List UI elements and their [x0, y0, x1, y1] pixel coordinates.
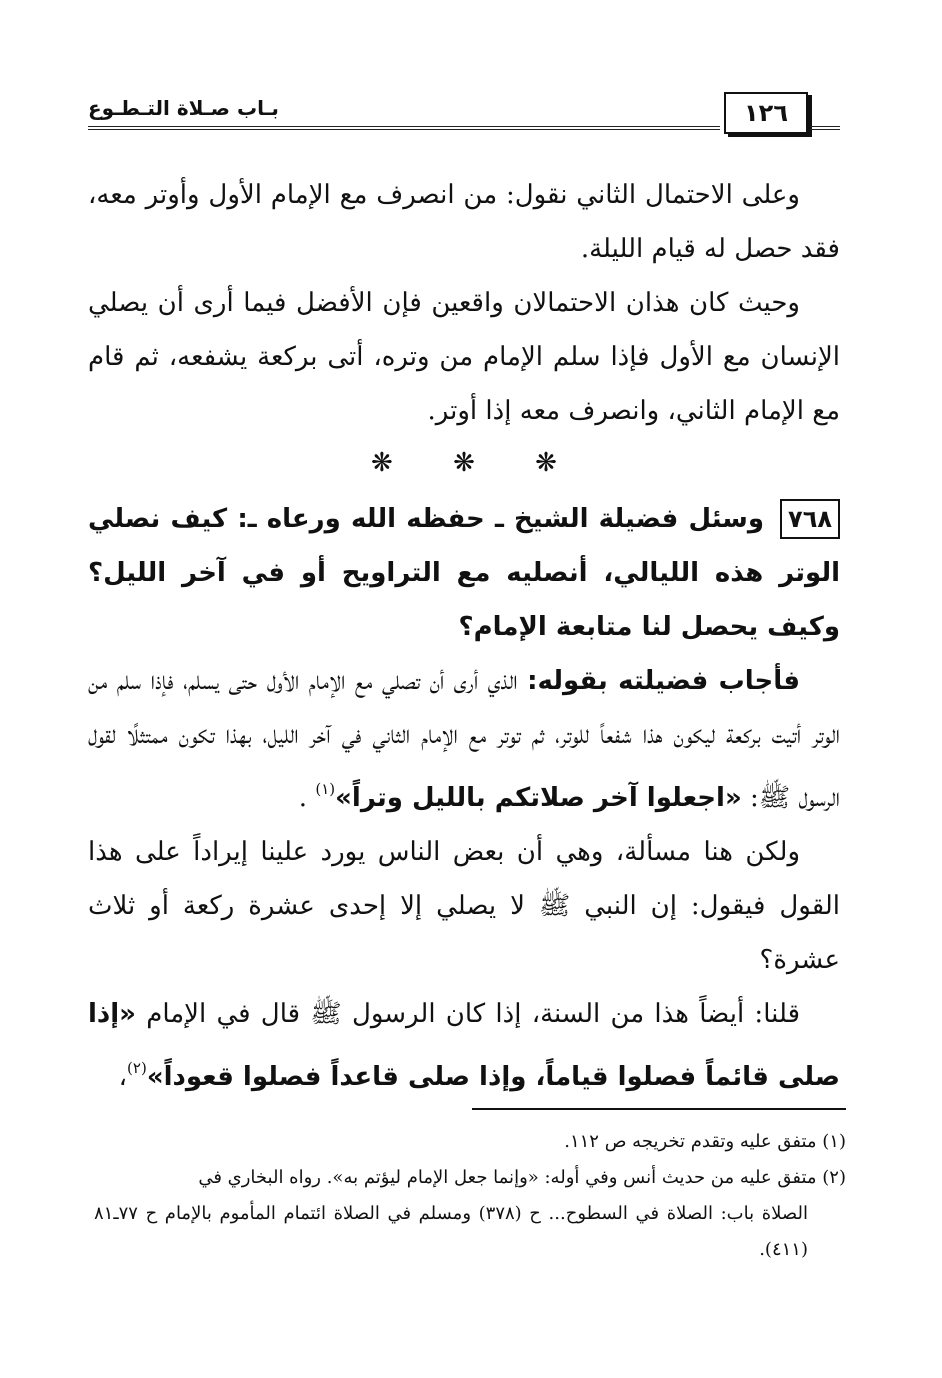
- answer-lead: فأجاب فضيلته بقوله:: [527, 666, 800, 696]
- main-text: [88, 168, 840, 1104]
- footnote-2-continuation: الصلاة باب: الصلاة في السطوح... ح (٣٧٨) ومسلم في الصلاة ائتمام المأموم بالإمام ح ٧٧ـ٨١ (٤١١).: [94, 1203, 808, 1260]
- header-rule-short: [810, 126, 840, 130]
- paragraph-5-text: قلنا: أيضاً هذا من السنة، إذا كان الرسول ﷺ قال في الإمام: [135, 999, 800, 1029]
- question-text: وسئل فضيلة الشيخ ـ حفظه الله ورعاه ـ: كيف نصلي الوتر هذه الليالي، أنصليه مع التراويح أو في آخر الليل؟ وكيف يحصل لنا متابعة الإمام؟: [88, 504, 840, 642]
- answer-end: .: [298, 783, 316, 813]
- answer-paragraph: [88, 654, 840, 825]
- hadith-quote-1: «اجعلوا آخر صلاتكم بالليل وتراً»: [335, 783, 742, 813]
- footnote-rule: [472, 1108, 846, 1110]
- page-header: [88, 92, 840, 136]
- question-number: ٧٦٨: [780, 499, 840, 539]
- hadith-quote-2: «إذا صلى قائماً فصلوا قياماً، وإذا صلى قاعداً فصلوا قعوداً»: [88, 999, 840, 1092]
- paragraph-4: ولكن هنا مسألة، وهي أن بعض الناس يورد علينا إيراداً على هذا القول فيقول: إن النبي ﷺ لا يصلي إلا إحدى عشرة ركعة أو ثلاث عشرة؟: [88, 837, 840, 975]
- chapter-title: بـاب صـلاة التـطـوع: [88, 96, 279, 120]
- question-block: [88, 492, 840, 654]
- header-rule: [88, 126, 720, 130]
- paragraph-5: [88, 987, 840, 1104]
- paragraph-1: وعلى الاحتمال الثاني نقول: من انصرف مع الإمام الأول وأوتر معه، فقد حصل له قيام الليلة.: [88, 180, 840, 264]
- footnote-ref-2: (٢): [127, 1059, 147, 1077]
- page-number: ١٢٦: [724, 92, 808, 134]
- footnote-ref-1: (١): [315, 780, 336, 798]
- footnote-2-line-1: (٢) متفق عليه من حديث أنس وفي أوله: «وإنما جعل الإمام ليؤتم به». رواه البخاري في: [198, 1167, 846, 1188]
- answer-text: الذي أرى أن تصلي مع الإمام الأول حتى يسلم، فإذا سلم من الوتر أتيت بركعة ليكون هذا شفعاً للوتر، ثم توتر مع الإمام الثاني في آخر الليل، بهذا تكون ممتثلًا لقول الرسول ﷺ:: [88, 666, 840, 813]
- footnote-1: (١) متفق عليه وتقدم تخريجه ص ١١٢.: [564, 1131, 846, 1152]
- paragraph-5-end: ،: [118, 1062, 128, 1092]
- paragraph-2: وحيث كان هذان الاحتمالان واقعين فإن الأفضل فيما أرى أن يصلي الإنسان مع الأول فإذا سلم الإمام من وتره، أتى بركعة يشفعه، ثم قام مع الإمام الثاني، وانصرف معه إذا أوتر.: [88, 288, 840, 426]
- section-separator: ❋ ❋ ❋: [371, 448, 583, 478]
- footnotes: [94, 1124, 846, 1268]
